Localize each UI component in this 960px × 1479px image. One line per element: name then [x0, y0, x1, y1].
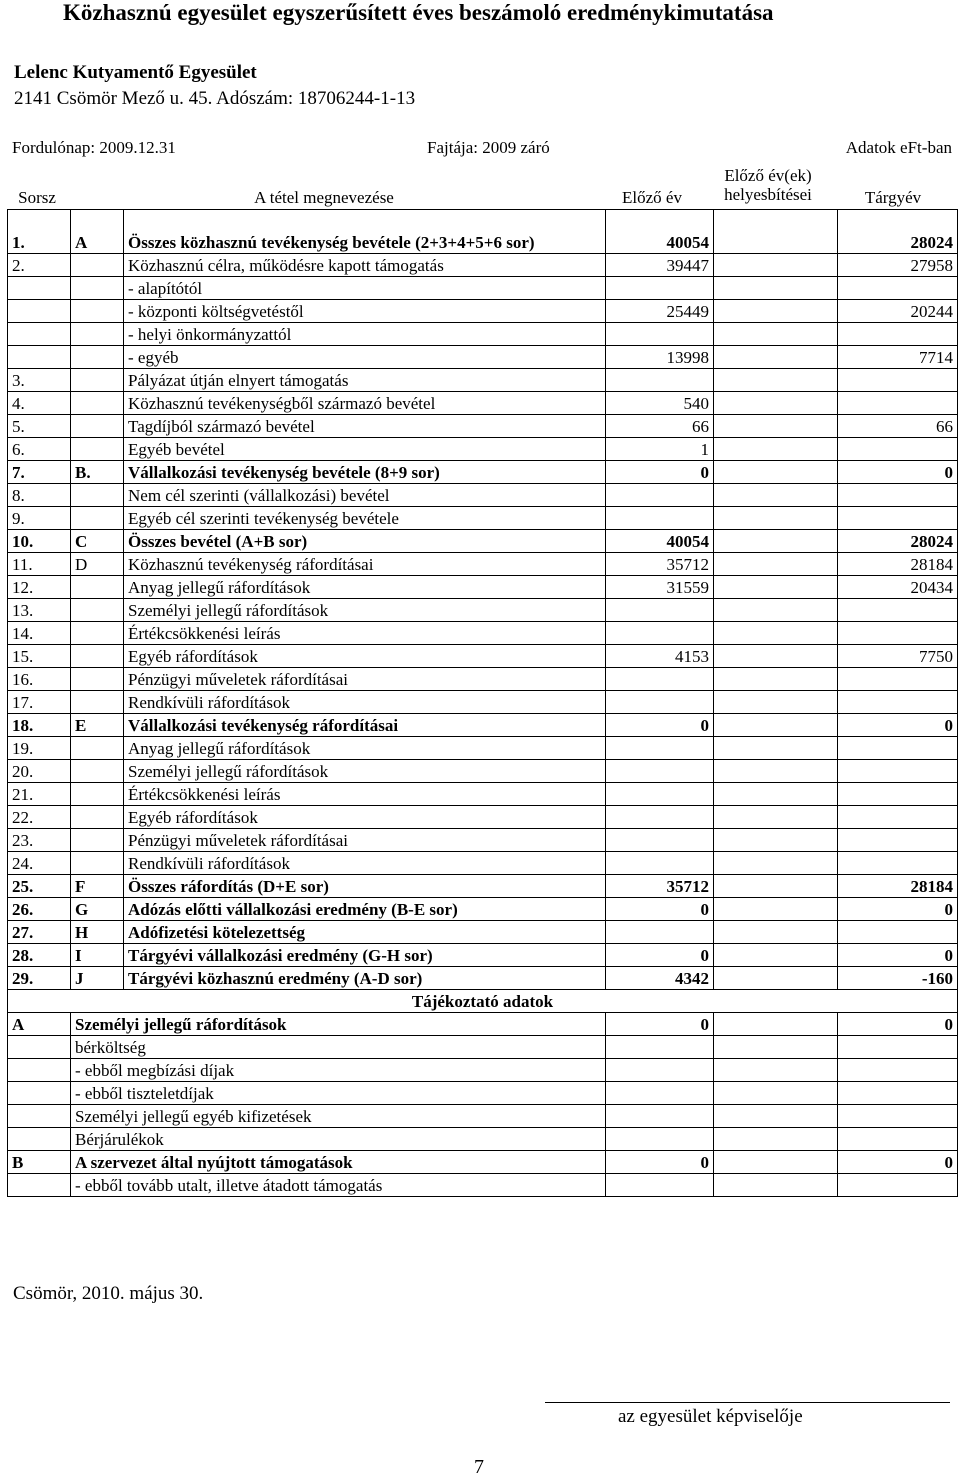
table-row [8, 921, 958, 944]
cell: 0 [838, 461, 958, 484]
cell: Összes bevétel (A+B sor) [124, 530, 606, 553]
table-row [8, 277, 958, 300]
cell [838, 484, 958, 507]
cell [838, 921, 958, 944]
cell [714, 875, 838, 898]
cell [714, 1036, 838, 1059]
cell: 18. [8, 714, 71, 737]
cell: 10. [8, 530, 71, 553]
cell [71, 783, 124, 806]
cell: 13. [8, 599, 71, 622]
cell [71, 852, 124, 875]
cell [714, 553, 838, 576]
cell: 66 [838, 415, 958, 438]
cell: 0 [838, 944, 958, 967]
cell [838, 599, 958, 622]
cell [714, 691, 838, 714]
cell [714, 783, 838, 806]
cell: A szervezet által nyújtott támogatások [71, 1151, 606, 1174]
cell [714, 599, 838, 622]
cell: 13998 [606, 346, 714, 369]
cell [606, 1174, 714, 1197]
cell: Vállalkozási tevékenység ráfordításai [124, 714, 606, 737]
table-row [8, 484, 958, 507]
cell: 26. [8, 898, 71, 921]
cell: A [8, 1013, 71, 1036]
cell [714, 210, 838, 254]
cell: 28184 [838, 553, 958, 576]
cell: 35712 [606, 553, 714, 576]
cell [8, 300, 71, 323]
cell: - ebből tovább utalt, illetve átadott támogatás [71, 1174, 606, 1197]
cell [714, 806, 838, 829]
cell: 0 [606, 1013, 714, 1036]
cell [8, 1082, 71, 1105]
cell [606, 852, 714, 875]
cell [838, 691, 958, 714]
cell: Adózás előtti vállalkozási eredmény (B-E sor) [124, 898, 606, 921]
cell [606, 806, 714, 829]
table-row [8, 1174, 958, 1197]
cell: Tárgyévi közhasznú eredmény (A-D sor) [124, 967, 606, 990]
cell [71, 645, 124, 668]
cell [71, 346, 124, 369]
org-name: Lelenc Kutyamentő Egyesület [14, 62, 257, 83]
cell [714, 1151, 838, 1174]
cell: Egyéb bevétel [124, 438, 606, 461]
cell: Anyag jellegű ráfordítások [124, 576, 606, 599]
cell [714, 852, 838, 875]
info-header-row [8, 990, 958, 1013]
cell: 20. [8, 760, 71, 783]
cell: 0 [606, 944, 714, 967]
cell: 17. [8, 691, 71, 714]
cell [838, 1059, 958, 1082]
cell [71, 438, 124, 461]
table-row [8, 210, 958, 254]
cell: 6. [8, 438, 71, 461]
cell [838, 1128, 958, 1151]
cell [714, 944, 838, 967]
cell [714, 714, 838, 737]
cell [8, 277, 71, 300]
cell [838, 783, 958, 806]
cell: 7. [8, 461, 71, 484]
cell [71, 323, 124, 346]
cell: Pályázat útján elnyert támogatás [124, 369, 606, 392]
cell: 0 [838, 714, 958, 737]
cell [714, 1059, 838, 1082]
cell: Személyi jellegű egyéb kifizetések [71, 1105, 606, 1128]
table-row [8, 553, 958, 576]
cell [714, 323, 838, 346]
cell [714, 461, 838, 484]
cell: 8. [8, 484, 71, 507]
cell [8, 346, 71, 369]
table-row [8, 392, 958, 415]
cell: Egyéb ráfordítások [124, 806, 606, 829]
cell [838, 668, 958, 691]
table-row [8, 967, 958, 990]
cell [714, 668, 838, 691]
cell: Tájékoztató adatok [8, 990, 958, 1013]
table-row [8, 875, 958, 898]
cell [838, 806, 958, 829]
cell: 2. [8, 254, 71, 277]
cell [714, 1128, 838, 1151]
cell [71, 392, 124, 415]
signature-label: az egyesület képviselője [618, 1406, 803, 1427]
cell: 9. [8, 507, 71, 530]
cell: E [71, 714, 124, 737]
cell: Pénzügyi műveletek ráfordításai [124, 668, 606, 691]
cell [606, 277, 714, 300]
cell: 40054 [606, 530, 714, 553]
cell [71, 668, 124, 691]
cell [8, 323, 71, 346]
cell [606, 507, 714, 530]
table-row [8, 944, 958, 967]
cell: Összes ráfordítás (D+E sor) [124, 875, 606, 898]
cell [71, 507, 124, 530]
table-row [8, 783, 958, 806]
cell: Vállalkozási tevékenység bevétele (8+9 sor) [124, 461, 606, 484]
cell: 0 [606, 1151, 714, 1174]
cell: 20244 [838, 300, 958, 323]
cell: 3. [8, 369, 71, 392]
cell [71, 254, 124, 277]
reporting-date: Fordulónap: 2009.12.31 [12, 138, 176, 157]
cell: - központi költségvetéstől [124, 300, 606, 323]
header-current-year: Tárgyév [864, 188, 922, 207]
cell [838, 622, 958, 645]
table-row [8, 254, 958, 277]
cell [71, 369, 124, 392]
cell [606, 829, 714, 852]
cell: 540 [606, 392, 714, 415]
cell: 0 [838, 898, 958, 921]
cell [606, 369, 714, 392]
cell: bérköltség [71, 1036, 606, 1059]
table-row [8, 852, 958, 875]
table-row [8, 576, 958, 599]
place-date: Csömör, 2010. május 30. [13, 1283, 204, 1304]
cell: - helyi önkormányzattól [124, 323, 606, 346]
cell: 11. [8, 553, 71, 576]
cell [838, 1105, 958, 1128]
header-sorsz: Sorsz [18, 188, 56, 207]
cell: 25. [8, 875, 71, 898]
cell: -160 [838, 967, 958, 990]
cell: 22. [8, 806, 71, 829]
cell [714, 1105, 838, 1128]
cell: H [71, 921, 124, 944]
cell: I [71, 944, 124, 967]
cell: 31559 [606, 576, 714, 599]
cell [606, 737, 714, 760]
cell [714, 438, 838, 461]
table-row [8, 1105, 958, 1128]
cell: 27958 [838, 254, 958, 277]
cell: Személyi jellegű ráfordítások [71, 1013, 606, 1036]
cell [838, 737, 958, 760]
cell [71, 277, 124, 300]
cell [714, 737, 838, 760]
cell: 1. [8, 210, 71, 254]
cell [838, 392, 958, 415]
cell: 28184 [838, 875, 958, 898]
cell: 28024 [838, 210, 958, 254]
table-row [8, 1013, 958, 1036]
header-item-name: A tétel megnevezése [254, 188, 394, 207]
cell: F [71, 875, 124, 898]
cell: 16. [8, 668, 71, 691]
cell: Személyi jellegű ráfordítások [124, 599, 606, 622]
cell [714, 645, 838, 668]
cell: 40054 [606, 210, 714, 254]
cell: Rendkívüli ráfordítások [124, 852, 606, 875]
org-address: 2141 Csömör Mező u. 45. Adószám: 18706244-1-13 [14, 88, 416, 109]
cell [8, 1059, 71, 1082]
cell [714, 1013, 838, 1036]
table-row [8, 829, 958, 852]
income-statement-table [7, 209, 958, 1197]
cell: C [71, 530, 124, 553]
cell: B [8, 1151, 71, 1174]
table-row [8, 530, 958, 553]
table-row [8, 461, 958, 484]
cell [714, 346, 838, 369]
cell: Értékcsökkenési leírás [124, 783, 606, 806]
table-row [8, 806, 958, 829]
cell [606, 622, 714, 645]
cell [71, 484, 124, 507]
table-row [8, 599, 958, 622]
cell: Adófizetési kötelezettség [124, 921, 606, 944]
cell: 5. [8, 415, 71, 438]
table-row [8, 415, 958, 438]
cell: 7714 [838, 346, 958, 369]
cell: 29. [8, 967, 71, 990]
signature-line [545, 1402, 950, 1403]
cell [838, 1174, 958, 1197]
cell [71, 415, 124, 438]
cell: G [71, 898, 124, 921]
cell: Bérjárulékok [71, 1128, 606, 1151]
cell [71, 806, 124, 829]
cell [71, 300, 124, 323]
table-row [8, 714, 958, 737]
cell: 28. [8, 944, 71, 967]
cell [71, 622, 124, 645]
cell [71, 737, 124, 760]
table-row [8, 898, 958, 921]
cell [838, 760, 958, 783]
table-row [8, 737, 958, 760]
cell: 25449 [606, 300, 714, 323]
cell [714, 530, 838, 553]
cell: Személyi jellegű ráfordítások [124, 760, 606, 783]
cell [838, 829, 958, 852]
cell [606, 1036, 714, 1059]
cell [714, 1174, 838, 1197]
cell: 0 [606, 898, 714, 921]
data-unit: Adatok eFt-ban [845, 138, 952, 157]
cell: 1 [606, 438, 714, 461]
cell [838, 277, 958, 300]
cell: - alapítótól [124, 277, 606, 300]
cell: Egyéb ráfordítások [124, 645, 606, 668]
cell [606, 691, 714, 714]
table-row [8, 507, 958, 530]
cell: 21. [8, 783, 71, 806]
cell [8, 1128, 71, 1151]
table-row [8, 668, 958, 691]
cell: Közhasznú tevékenység ráfordításai [124, 553, 606, 576]
cell: - ebből megbízási díjak [71, 1059, 606, 1082]
cell [714, 415, 838, 438]
cell: Tárgyévi vállalkozási eredmény (G-H sor) [124, 944, 606, 967]
cell [838, 1036, 958, 1059]
cell: - ebből tiszteletdíjak [71, 1082, 606, 1105]
cell [606, 1128, 714, 1151]
cell: D [71, 553, 124, 576]
cell [8, 1174, 71, 1197]
cell: 35712 [606, 875, 714, 898]
table-row [8, 1151, 958, 1174]
cell [838, 507, 958, 530]
cell [838, 438, 958, 461]
cell [714, 829, 838, 852]
cell: A [71, 210, 124, 254]
cell [8, 1105, 71, 1128]
cell [606, 1105, 714, 1128]
cell: 14. [8, 622, 71, 645]
cell [714, 576, 838, 599]
table-row [8, 323, 958, 346]
cell: 12. [8, 576, 71, 599]
cell: 20434 [838, 576, 958, 599]
table-row [8, 346, 958, 369]
cell [606, 323, 714, 346]
cell [71, 691, 124, 714]
table-row [8, 1128, 958, 1151]
table-row [8, 369, 958, 392]
cell: 4. [8, 392, 71, 415]
cell [714, 392, 838, 415]
cell [606, 668, 714, 691]
cell [714, 507, 838, 530]
cell: 28024 [838, 530, 958, 553]
cell [606, 783, 714, 806]
cell: B. [71, 461, 124, 484]
cell [714, 484, 838, 507]
cell [714, 898, 838, 921]
cell [606, 760, 714, 783]
table-row [8, 438, 958, 461]
cell: 0 [838, 1013, 958, 1036]
cell: Összes közhasznú tevékenység bevétele (2+3+4+5+6 sor) [124, 210, 606, 254]
cell: 4153 [606, 645, 714, 668]
cell [606, 1082, 714, 1105]
cell [838, 852, 958, 875]
header-previous-year: Előző év [622, 188, 682, 207]
table-row [8, 645, 958, 668]
page-title: Közhasznú egyesület egyszerűsített éves beszámoló eredménykimutatása [63, 0, 774, 25]
cell: Rendkívüli ráfordítások [124, 691, 606, 714]
cell [714, 921, 838, 944]
cell: 24. [8, 852, 71, 875]
cell [71, 760, 124, 783]
table-row [8, 300, 958, 323]
cell: 0 [606, 714, 714, 737]
cell: Pénzügyi műveletek ráfordításai [124, 829, 606, 852]
cell: 7750 [838, 645, 958, 668]
cell: Anyag jellegű ráfordítások [124, 737, 606, 760]
cell [71, 576, 124, 599]
cell: Értékcsökkenési leírás [124, 622, 606, 645]
table-row [8, 691, 958, 714]
cell [71, 599, 124, 622]
cell: Közhasznú célra, működésre kapott támogatás [124, 254, 606, 277]
cell: Egyéb cél szerinti tevékenység bevétele [124, 507, 606, 530]
cell [714, 622, 838, 645]
cell [838, 369, 958, 392]
cell [714, 254, 838, 277]
cell [714, 369, 838, 392]
cell [838, 1082, 958, 1105]
cell [606, 484, 714, 507]
cell: - egyéb [124, 346, 606, 369]
cell [714, 277, 838, 300]
cell [606, 1059, 714, 1082]
cell: Közhasznú tevékenységből származó bevétel [124, 392, 606, 415]
cell: Nem cél szerinti (vállalkozási) bevétel [124, 484, 606, 507]
table-row [8, 1036, 958, 1059]
cell [714, 1082, 838, 1105]
page-number: 7 [474, 1456, 484, 1478]
cell [8, 1036, 71, 1059]
cell [714, 760, 838, 783]
cell: 39447 [606, 254, 714, 277]
cell: 66 [606, 415, 714, 438]
cell [71, 829, 124, 852]
cell [714, 300, 838, 323]
cell: 4342 [606, 967, 714, 990]
table-row [8, 1082, 958, 1105]
table-row [8, 1059, 958, 1082]
cell [606, 921, 714, 944]
header-corrections: Előző év(ek) helyesbítései [724, 166, 812, 204]
table-row [8, 760, 958, 783]
cell: 23. [8, 829, 71, 852]
cell: 0 [606, 461, 714, 484]
cell [606, 599, 714, 622]
cell: 0 [838, 1151, 958, 1174]
cell: J [71, 967, 124, 990]
cell: Tagdíjból származó bevétel [124, 415, 606, 438]
cell [838, 323, 958, 346]
cell: 19. [8, 737, 71, 760]
report-type: Fajtája: 2009 záró [427, 138, 550, 157]
cell [714, 967, 838, 990]
cell: 27. [8, 921, 71, 944]
table-row [8, 622, 958, 645]
cell: 15. [8, 645, 71, 668]
